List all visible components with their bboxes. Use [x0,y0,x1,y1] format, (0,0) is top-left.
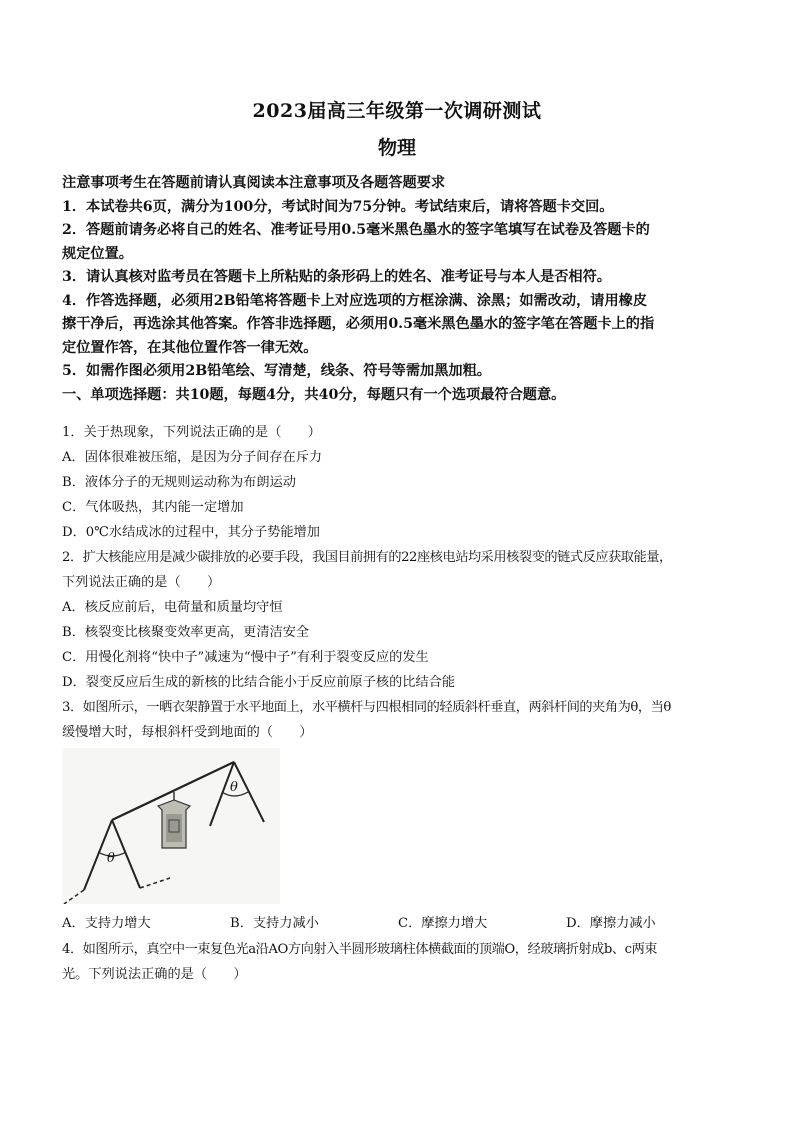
q4-stem-line2: 光。下列说法正确的是（ ） [62,967,247,982]
subject-title: 物理 [377,137,416,159]
q3-option-a: A．支持力增大 [62,916,151,931]
section-heading: 一、单项选择题：共10题，每题4分，共40分，每题只有一个选项最符合题意。 [62,386,566,403]
drying-rack-diagram [62,748,280,904]
q1-option-b: B．液体分子的无规则运动称为布朗运动 [62,475,296,490]
notice-heading: 注意事项考生在答题前请认真阅读本注意事项及各题答题要求 [62,175,446,191]
theta-label-left: θ [107,851,115,866]
q3-option-c: C．摩擦力增大 [398,916,488,931]
notice-item: 2．答题前请务必将自己的姓名、准考证号用0.5毫米黑色墨水的签字笔填写在试卷及答题卡的 [62,222,650,238]
notice-item: 4．作答选择题，必须用2B铅笔将答题卡上对应选项的方框涂满、涂黑；如需改动，请用橡皮 [62,292,648,309]
exam-title: 2023届高三年级第一次调研测试 [252,100,542,122]
q1-option-c: C．气体吸热，其内能一定增加 [62,500,244,515]
theta-label-right: θ [230,780,238,795]
notice-item: 擦干净后，再选涂其他答案。作答非选择题，必须用0.5毫米黑色墨水的签字笔在答题卡上的指 [62,316,655,332]
q1-option-d: D．0℃水结成冰的过程中，其分子势能增加 [62,525,320,540]
notice-item: 5．如需作图必须用2B铅笔绘、写清楚，线条、符号等需加黑加粗。 [62,363,491,379]
question-2 [62,545,738,695]
question-4 [62,937,738,987]
q1-option-a: A．固体很难被压缩，是因为分子间存在斥力 [62,450,323,465]
q2-option-d: D．裂变反应后生成的新核的比结合能小于反应前原子核的比结合能 [62,675,456,690]
drying-rack-figure [62,748,280,904]
question-3 [62,695,738,745]
notice-item: 规定位置。 [62,245,133,262]
notice-item: 1．本试卷共6页，满分为100分，考试时间为75分钟。考试结束后，请将答题卡交回。 [62,198,614,215]
q4-stem-line1: 4．如图所示，真空中一束复色光a沿AO方向射入半圆形玻璃柱体横截面的顶端O，经玻璃折射成b、c两束 [62,942,658,957]
q2-option-a: A．核反应前后，电荷量和质量均守恒 [62,600,283,615]
q1-stem: 1．关于热现象，下列说法正确的是（ ） [62,425,321,440]
q3-stem-line1: 3．如图所示，一晒衣架静置于水平地面上，水平横杆与四根相同的轻质斜杆垂直，两斜杆间的夹角为θ，当θ [62,700,671,715]
notice-item: 定位置作答，在其他位置作答一律无效。 [62,339,318,356]
q2-option-b: B．核裂变比核聚变效率更高，更清洁安全 [62,625,310,640]
q2-stem-line1: 2．扩大核能应用是减少碳排放的必要手段，我国目前拥有的22座核电站均采用核裂变的链式反应获取能量， [62,550,672,565]
q3-option-d: D．摩擦力减小 [566,916,656,931]
notice-item: 3．请认真核对监考员在答题卡上所粘贴的条形码上的姓名、准考证号与本人是否相符。 [62,269,611,285]
q2-stem-line2: 下列说法正确的是（ ） [62,575,221,590]
q2-option-c: C．用慢化剂将“快中子”减速为“慢中子”有利于裂变反应的发生 [62,650,429,665]
question-1 [62,420,738,545]
q3-stem-line2: 缓慢增大时，每根斜杆受到地面的（ ） [62,725,313,740]
notice-section [62,172,738,407]
q3-option-b: B．支持力减小 [230,916,319,931]
